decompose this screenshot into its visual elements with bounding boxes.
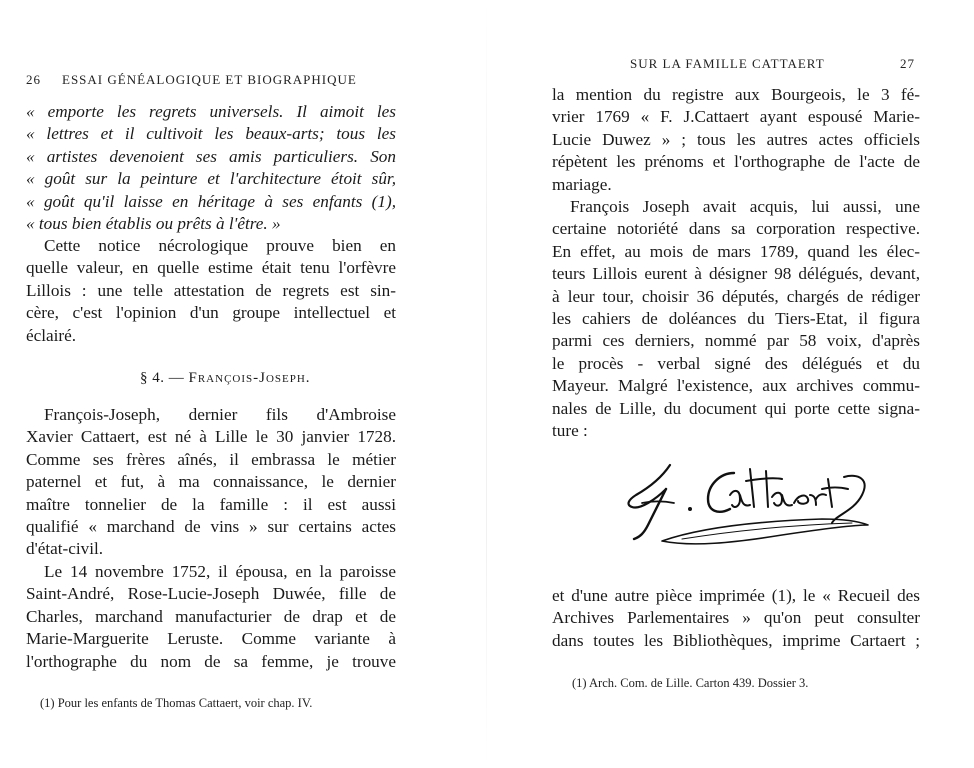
paragraph-line: certaine notoriété dans sa corporation respective. — [552, 219, 920, 239]
paragraph-line: à leur tour, choisir 36 députés, chargés de rédiger — [552, 286, 920, 306]
right-footnote: (1) Arch. Com. de Lille. Carton 439. Dossier 3. — [572, 676, 809, 690]
paragraph-line: et d'une autre pièce imprimée (1), le « Recueil des — [552, 586, 920, 605]
left-page-number: 26 — [26, 72, 41, 87]
section-number: § 4. — — [140, 370, 185, 386]
paragraph-line: Archives Parlementaires » qu'on peut consulter — [552, 608, 920, 628]
paragraph-line: quelle valeur, en quelle estime était tenu l'orfèvre — [26, 258, 396, 278]
quote-line: « emporte les regrets universels. Il aimoit les — [26, 102, 396, 121]
quote-line: « lettres et il cultivoit les beaux-arts; tous les — [26, 124, 396, 144]
signature-name — [487, 0, 488, 1]
section-title: François-Joseph. — [188, 370, 311, 386]
cattaert-signature — [622, 455, 882, 555]
paragraph-line: ture : — [552, 420, 588, 440]
paragraph-line: François-Joseph, dernier fils d'Ambroise — [44, 405, 396, 424]
right-page — [487, 0, 974, 768]
quote-line: « goût qu'il laisse en héritage à ses enfants (1), — [26, 191, 396, 211]
paragraph-line: mariage. — [552, 174, 612, 194]
paragraph-line: Lucie Duwez » ; tous les autres actes officiels — [552, 129, 920, 149]
paragraph-line: le procès - verbal signé des délégués et du — [552, 353, 920, 373]
paragraph-recueil — [552, 585, 920, 652]
paragraph-line: Mayeur. Malgré l'existence, aux archives commu- — [552, 376, 920, 396]
paragraph-line: l'orthographe du nom de sa femme, je trouve — [26, 651, 396, 671]
left-running-title: ESSAI GÉNÉALOGIQUE ET BIOGRAPHIQUE — [62, 72, 357, 87]
paragraph-line: Saint-André, Rose-Lucie-Joseph Duwée, fille de — [26, 584, 396, 604]
paragraph-line: les cahiers de doléances du Tiers-Etat, il figura — [552, 308, 920, 328]
paragraph-line: Cette notice nécrologique prouve bien en — [44, 236, 396, 255]
paragraph-line: Lillois : une telle attestation de regrets est sin- — [26, 280, 396, 300]
paragraph-line: Charles, marchand manufacturier de drap et de — [26, 606, 396, 626]
paragraph-line: Comme ses frères aînés, il embrassa le métier — [26, 449, 396, 469]
paragraph-line: répètent les prénoms et l'orthographe de l'acte de — [552, 152, 920, 172]
paragraph-line: éclairé. — [26, 325, 77, 345]
paragraph-line: nales de Lille, du document qui porte cette signa- — [552, 398, 920, 418]
paragraph-line: paternel et fut, à ma connaissance, le dernier — [26, 472, 396, 492]
paragraph-line: parmi ces derniers, nommé par 58 voix, d'après — [552, 331, 920, 351]
paragraph-line: Marie-Marguerite Leruste. Comme variante à — [26, 629, 396, 649]
paragraph-line: vrier 1769 « F. J.Cattaert ayant espousé Marie- — [552, 107, 920, 127]
paragraph-marriage — [26, 561, 396, 673]
paragraph-registry — [552, 84, 920, 196]
paragraph-line: maître tonnelier de la famille : il est aussi — [26, 494, 396, 514]
paragraph-line: Xavier Cattaert, est né à Lille le 30 janvier 1728. — [26, 427, 396, 447]
paragraph-line: qualifié « marchand de vins » sur certains actes — [26, 516, 396, 536]
quote-block — [26, 101, 396, 235]
paragraph-line: d'état-civil. — [26, 539, 104, 559]
section-heading — [140, 370, 311, 387]
paragraph-line: dans toutes les Bibliothèques, imprime Cartaert ; — [552, 630, 920, 650]
paragraph-line: teurs Lillois eurent à désigner 98 délégués, devant, — [552, 264, 920, 284]
right-page-number: 27 — [900, 56, 915, 71]
paragraph-line: cère, c'est l'opinion d'un groupe intellectuel et — [26, 303, 396, 323]
quote-line: « artistes devenoient ses amis particuliers. Son — [26, 146, 396, 166]
quote-line: « tous bien établis ou prêts à l'être. » — [26, 213, 281, 233]
paragraph-line: François Joseph avait acquis, lui aussi, une — [570, 197, 920, 216]
paragraph-birth — [26, 404, 396, 561]
paragraph-line: En effet, au mois de mars 1789, quand les élec- — [552, 241, 920, 261]
paragraph-line: la mention du registre aux Bourgeois, le 3 fé- — [552, 85, 920, 104]
right-running-title: SUR LA FAMILLE CATTAERT — [630, 56, 825, 71]
quote-line: « goût sur la peinture et l'architecture étoit sûr, — [26, 169, 396, 189]
paragraph-line: Le 14 novembre 1752, il épousa, en la paroisse — [44, 562, 396, 581]
left-footnote: (1) Pour les enfants de Thomas Cattaert, voir chap. IV. — [40, 696, 313, 710]
paragraph-notoriety — [552, 196, 920, 442]
paragraph-notice — [26, 235, 396, 347]
